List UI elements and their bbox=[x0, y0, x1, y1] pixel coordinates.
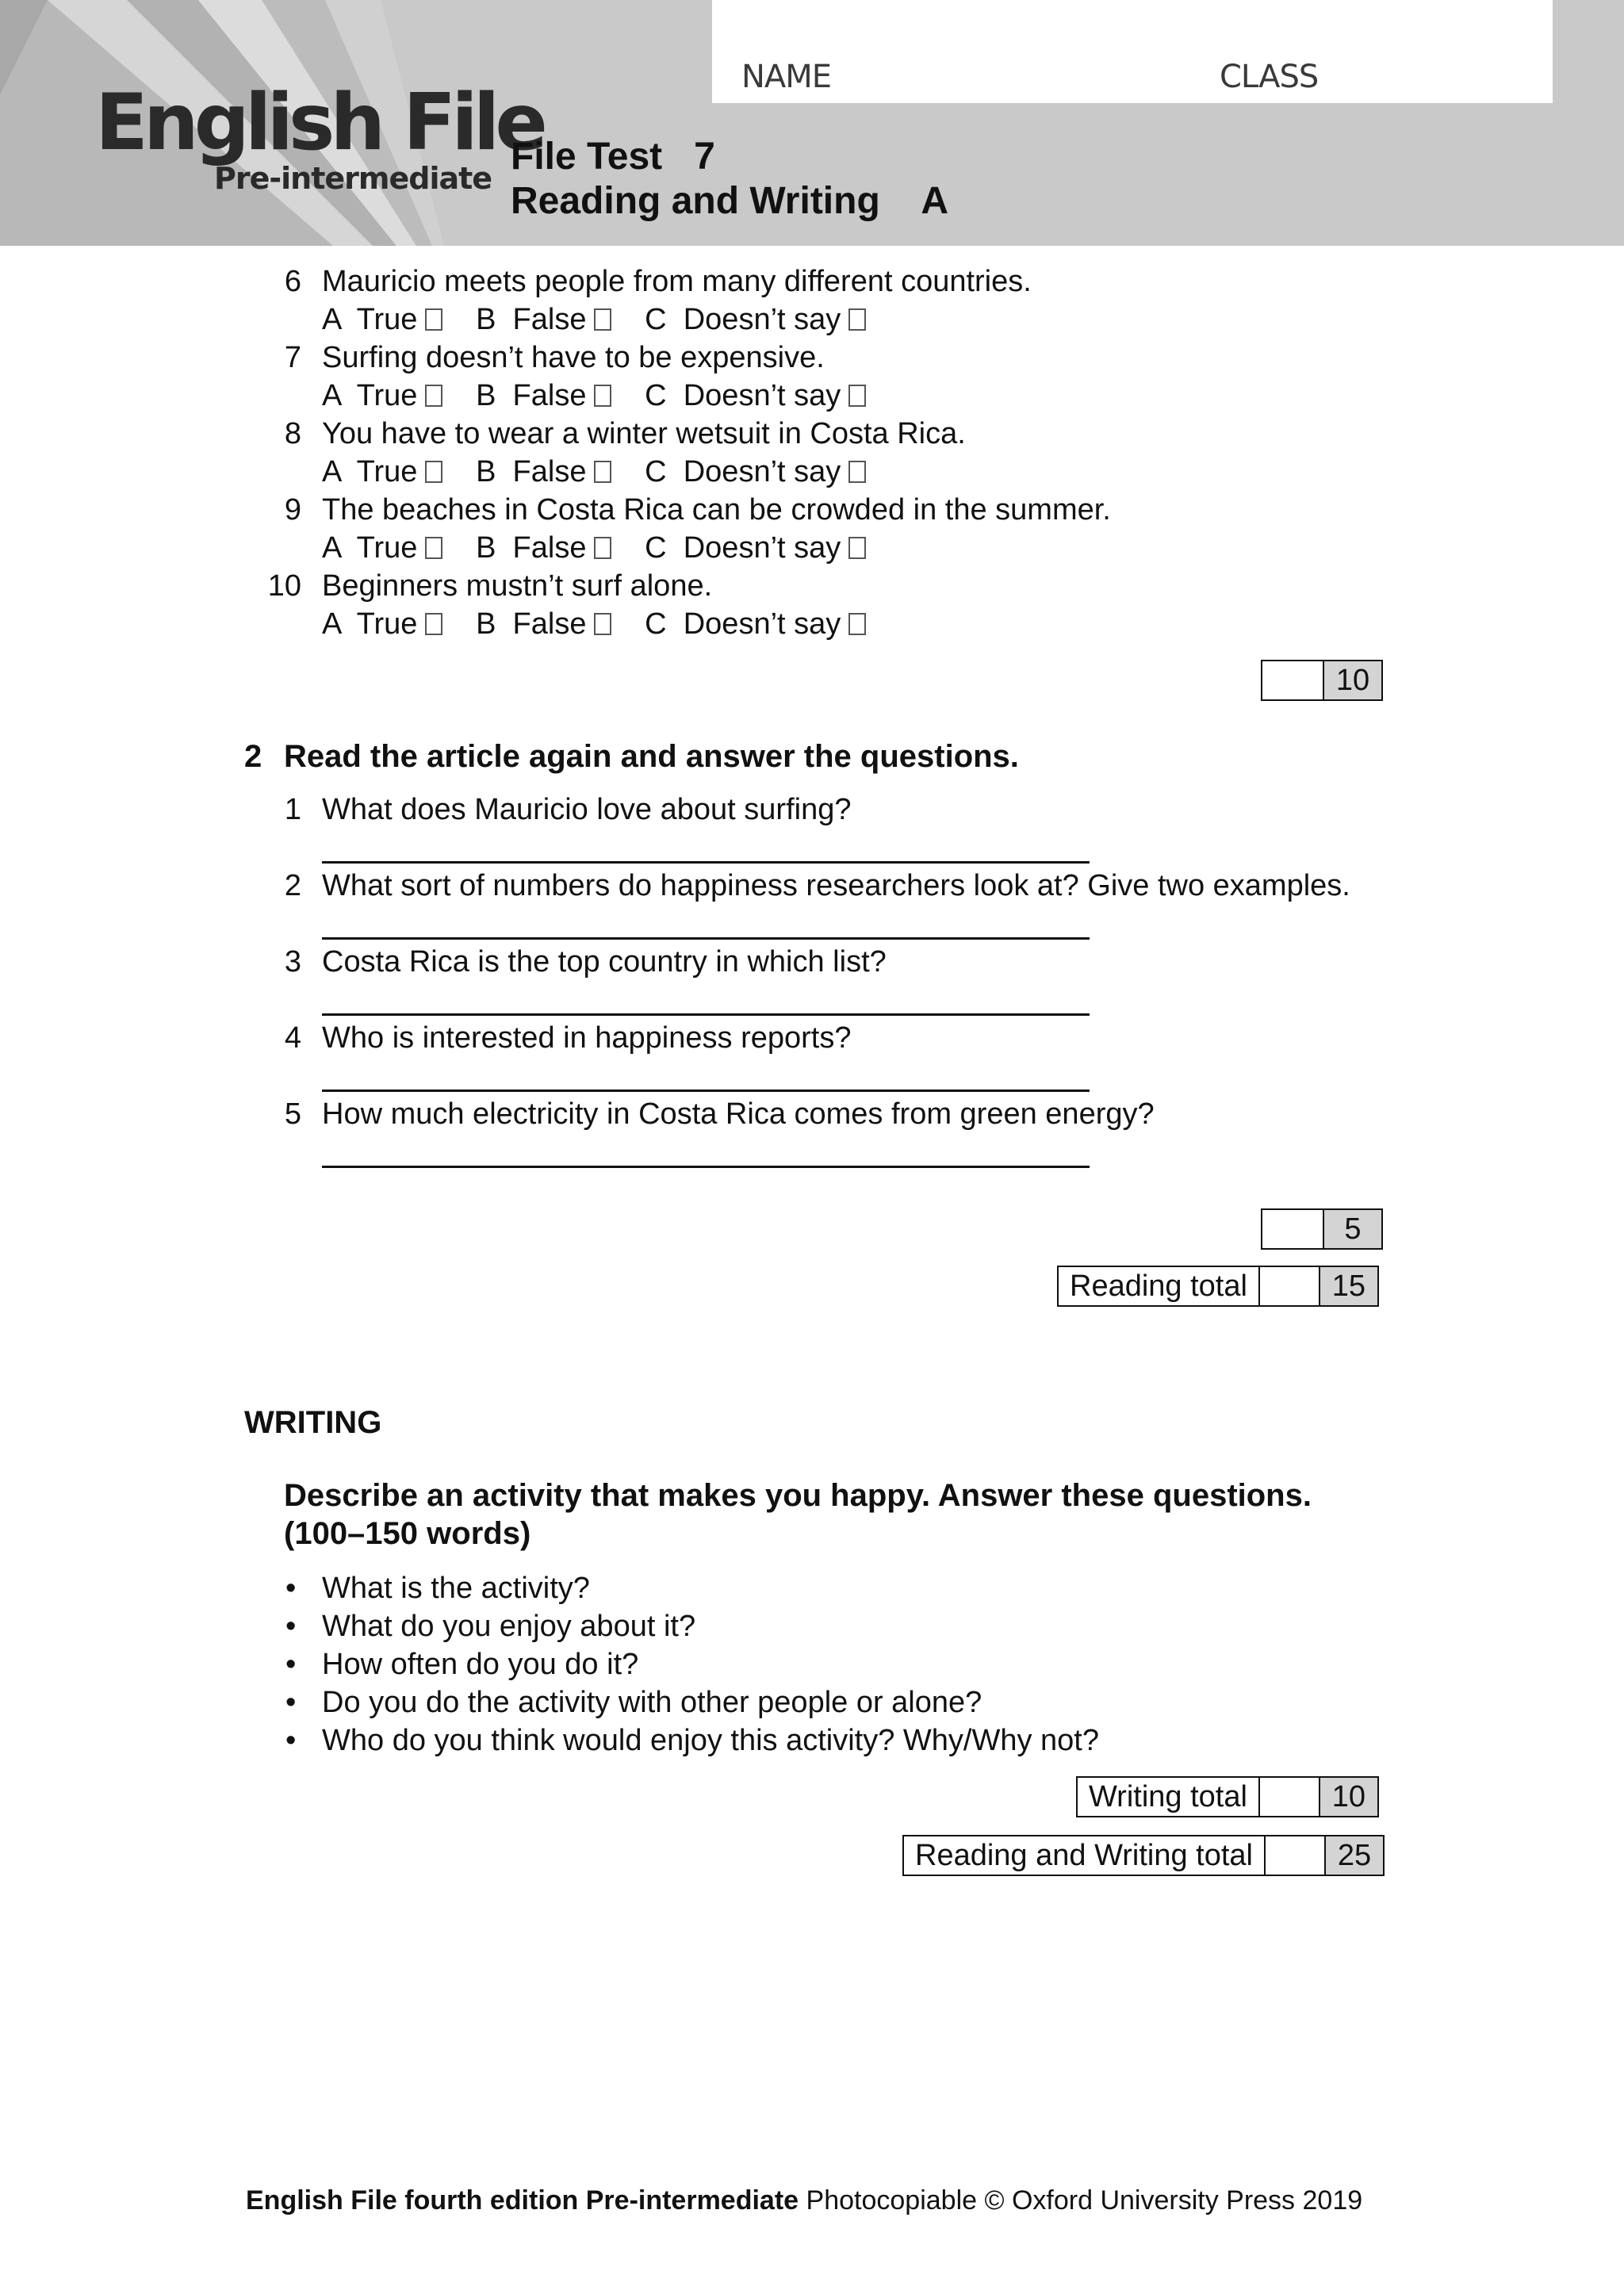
question-number: 6 bbox=[284, 265, 301, 298]
reading-writing-total-input[interactable] bbox=[1264, 1836, 1324, 1875]
question-text: What sort of numbers do happiness researchers look at? Give two examples. bbox=[322, 869, 1350, 902]
bullet-marker: • bbox=[285, 1610, 297, 1643]
option-true-checkbox[interactable] bbox=[425, 613, 442, 635]
option-true-label: A True bbox=[322, 455, 418, 488]
logo-pre-intermediate: Pre-intermediate bbox=[214, 161, 492, 196]
option-false-label: B False bbox=[476, 303, 587, 336]
bullet-marker: • bbox=[285, 1686, 297, 1719]
option-false-checkbox[interactable] bbox=[594, 461, 611, 483]
option-doesnt-say-checkbox[interactable] bbox=[848, 461, 866, 483]
bullet-marker: • bbox=[285, 1724, 297, 1757]
answer-line[interactable] bbox=[322, 1090, 1090, 1092]
option-true-checkbox[interactable] bbox=[425, 385, 442, 407]
option-doesnt-say-label: C Doesn’t say bbox=[645, 379, 841, 412]
option-true-label: A True bbox=[322, 379, 418, 412]
question-text: The beaches in Costa Rica can be crowded in the summer. bbox=[322, 493, 1111, 527]
writing-total-max: 10 bbox=[1319, 1778, 1377, 1816]
option-false-label: B False bbox=[476, 607, 587, 641]
question-number: 3 bbox=[284, 945, 301, 978]
writing-prompt-item: Do you do the activity with other people or alone? bbox=[322, 1686, 982, 1719]
option-true-label: A True bbox=[322, 531, 418, 565]
question-number: 2 bbox=[284, 869, 301, 902]
logo-english-file: English File bbox=[95, 78, 543, 168]
score-max: 5 bbox=[1323, 1210, 1381, 1248]
question-text: Who is interested in happiness reports? bbox=[322, 1021, 852, 1055]
option-doesnt-say-checkbox[interactable] bbox=[848, 613, 866, 635]
class-label: CLASS bbox=[1220, 59, 1319, 95]
answer-line[interactable] bbox=[322, 937, 1090, 940]
reading-writing-total-label: Reading and Writing total bbox=[904, 1836, 1264, 1875]
answer-options bbox=[322, 379, 874, 413]
reading-total-max: 15 bbox=[1319, 1267, 1377, 1305]
option-doesnt-say-checkbox[interactable] bbox=[848, 385, 866, 407]
question-text: What does Mauricio love about surfing? bbox=[322, 793, 852, 826]
question-number: 9 bbox=[284, 493, 301, 527]
section2-instruction: Read the article again and answer the questions. bbox=[284, 739, 1019, 774]
writing-instruction: Describe an activity that makes you happy. Answer these questions. bbox=[284, 1478, 1312, 1513]
writing-prompt-item: What is the activity? bbox=[322, 1572, 590, 1605]
option-doesnt-say-label: C Doesn’t say bbox=[645, 455, 841, 488]
question-number: 8 bbox=[284, 417, 301, 450]
writing-word-count: (100–150 words) bbox=[284, 1516, 531, 1551]
footer-copyright: Photocopiable © Oxford University Press 2019 bbox=[799, 2185, 1363, 2215]
option-doesnt-say-label: C Doesn’t say bbox=[645, 303, 841, 336]
page-footer bbox=[246, 2185, 1362, 2216]
option-true-label: A True bbox=[322, 607, 418, 641]
writing-heading: WRITING bbox=[244, 1405, 382, 1440]
question-text: You have to wear a winter wetsuit in Costa Rica. bbox=[322, 417, 966, 450]
option-false-checkbox[interactable] bbox=[594, 537, 611, 559]
option-false-checkbox[interactable] bbox=[594, 385, 611, 407]
section2-score-box bbox=[1261, 1208, 1383, 1250]
writing-total-box bbox=[1076, 1776, 1379, 1817]
option-false-checkbox[interactable] bbox=[594, 613, 611, 635]
question-text: How much electricity in Costa Rica comes from green energy? bbox=[322, 1097, 1155, 1131]
option-doesnt-say-label: C Doesn’t say bbox=[645, 531, 841, 565]
section2-number: 2 bbox=[244, 739, 262, 774]
option-doesnt-say-checkbox[interactable] bbox=[848, 308, 866, 331]
reading-writing-total-box bbox=[902, 1835, 1385, 1876]
question-text: Costa Rica is the top country in which list? bbox=[322, 945, 887, 978]
section1-score-box bbox=[1261, 660, 1383, 701]
answer-options bbox=[322, 531, 874, 565]
test-subtitle: Reading and Writing A bbox=[511, 180, 948, 222]
footer-edition: English File fourth edition Pre-intermediate bbox=[246, 2185, 799, 2215]
question-number: 7 bbox=[284, 341, 301, 374]
test-title: File Test 7 bbox=[511, 136, 715, 178]
reading-total-input[interactable] bbox=[1258, 1267, 1319, 1305]
option-false-label: B False bbox=[476, 531, 587, 565]
question-number: 10 bbox=[267, 569, 301, 603]
option-true-checkbox[interactable] bbox=[425, 308, 442, 331]
score-input[interactable] bbox=[1262, 661, 1323, 699]
option-doesnt-say-checkbox[interactable] bbox=[848, 537, 866, 559]
score-max: 10 bbox=[1323, 661, 1381, 699]
answer-options bbox=[322, 455, 874, 489]
score-input[interactable] bbox=[1262, 1210, 1323, 1248]
question-number: 1 bbox=[284, 793, 301, 826]
answer-line[interactable] bbox=[322, 1166, 1090, 1168]
bullet-marker: • bbox=[285, 1648, 297, 1681]
writing-total-input[interactable] bbox=[1258, 1778, 1319, 1816]
name-class-box bbox=[712, 0, 1553, 103]
question-number: 5 bbox=[284, 1097, 301, 1131]
answer-options bbox=[322, 607, 874, 641]
page-header bbox=[0, 0, 1624, 246]
question-text: Beginners mustn’t surf alone. bbox=[322, 569, 713, 603]
option-false-label: B False bbox=[476, 455, 587, 488]
reading-total-label: Reading total bbox=[1059, 1267, 1258, 1305]
writing-prompt-item: What do you enjoy about it? bbox=[322, 1610, 696, 1643]
reading-writing-total-max: 25 bbox=[1324, 1836, 1383, 1875]
bullet-marker: • bbox=[285, 1572, 297, 1605]
option-true-checkbox[interactable] bbox=[425, 537, 442, 559]
answer-options bbox=[322, 303, 874, 337]
writing-total-label: Writing total bbox=[1078, 1778, 1258, 1816]
writing-prompt-item: Who do you think would enjoy this activity? Why/Why not? bbox=[322, 1724, 1100, 1757]
option-true-checkbox[interactable] bbox=[425, 461, 442, 483]
reading-total-box bbox=[1057, 1266, 1379, 1307]
writing-prompt-item: How often do you do it? bbox=[322, 1648, 639, 1681]
question-text: Surfing doesn’t have to be expensive. bbox=[322, 341, 825, 374]
option-false-checkbox[interactable] bbox=[594, 308, 611, 331]
answer-line[interactable] bbox=[322, 1013, 1090, 1016]
answer-line[interactable] bbox=[322, 861, 1090, 864]
name-label: NAME bbox=[741, 59, 832, 95]
question-number: 4 bbox=[284, 1021, 301, 1055]
option-false-label: B False bbox=[476, 379, 587, 412]
option-true-label: A True bbox=[322, 303, 418, 336]
option-doesnt-say-label: C Doesn’t say bbox=[645, 607, 841, 641]
question-text: Mauricio meets people from many different countries. bbox=[322, 265, 1032, 298]
